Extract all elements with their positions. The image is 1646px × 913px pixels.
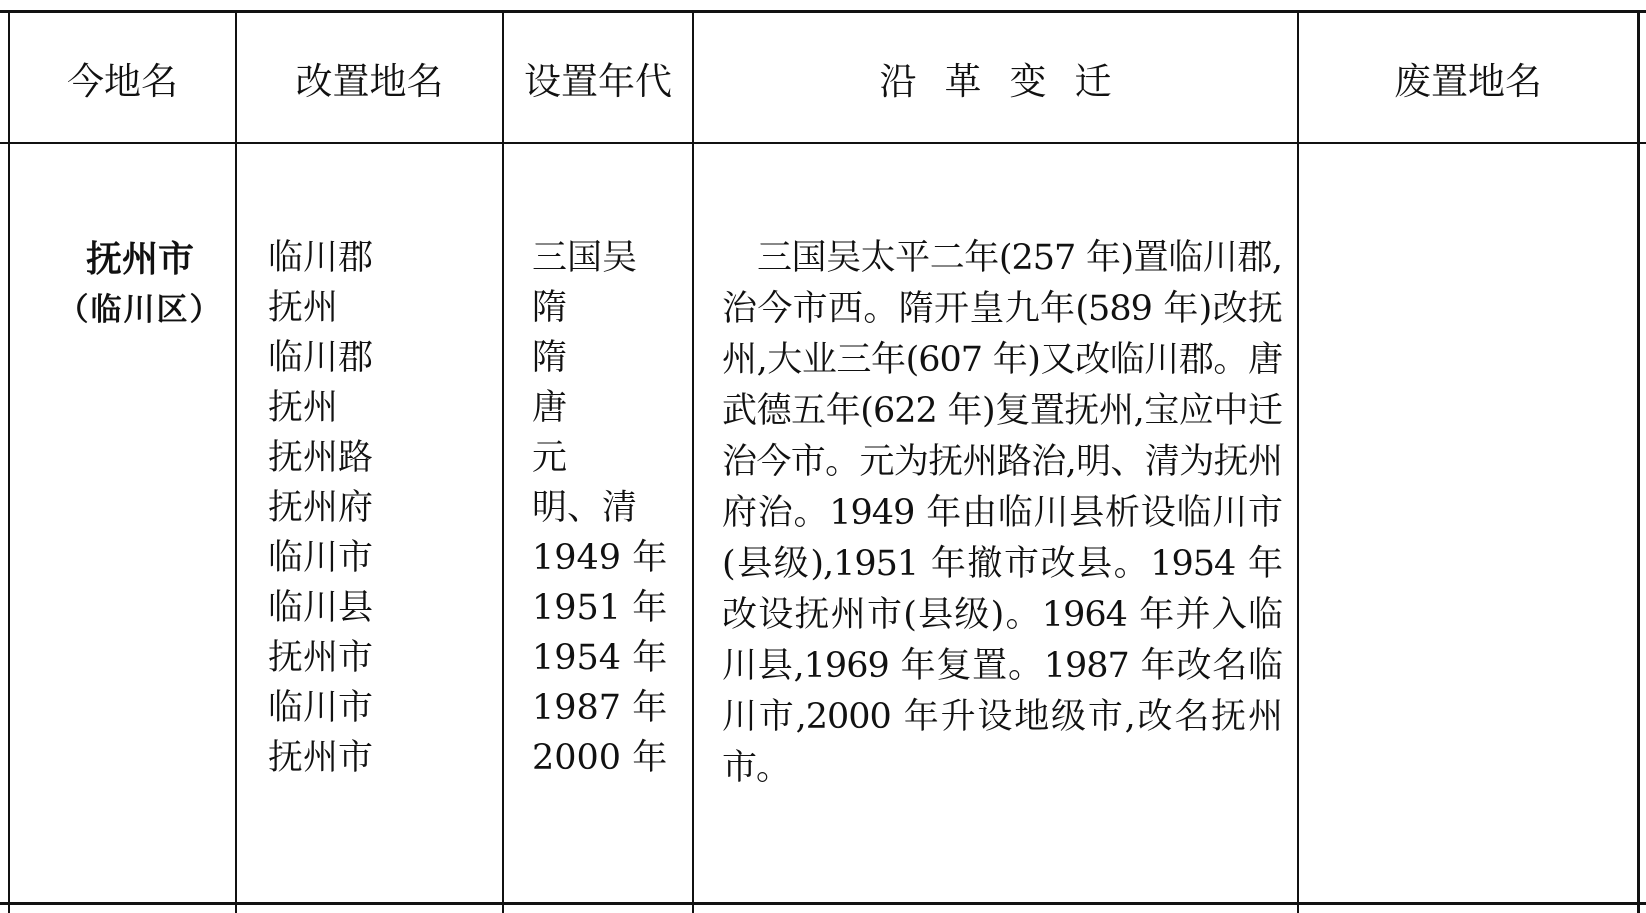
period-item: 唐 xyxy=(532,388,568,428)
period-item: 隋 xyxy=(532,288,568,328)
changed-name-item: 临川郡 xyxy=(268,338,374,378)
period-item: 明、清 xyxy=(532,488,638,528)
changed-name-item: 临川市 xyxy=(268,688,374,728)
header-bottom-border xyxy=(0,142,1646,144)
changed-name-item: 临川郡 xyxy=(268,238,374,278)
changed-name-item: 抚州府 xyxy=(268,488,374,528)
col-divider-3 xyxy=(692,10,694,913)
col-divider-2 xyxy=(502,10,504,913)
period-item: 1951 年 xyxy=(532,588,668,628)
table-top-border xyxy=(0,10,1646,13)
row-bottom-border xyxy=(0,902,1646,905)
period-item: 隋 xyxy=(532,338,568,378)
period-item: 1987 年 xyxy=(532,688,668,728)
period-item: 1949 年 xyxy=(532,538,668,578)
period-item: 三国吴 xyxy=(532,238,638,278)
changed-name-item: 抚州 xyxy=(268,288,339,328)
period-item: 2000 年 xyxy=(532,738,668,778)
current-name-district: （临川区） xyxy=(57,292,223,328)
current-name-cell xyxy=(40,235,240,335)
changed-name-item: 临川县 xyxy=(268,588,374,628)
period-item: 元 xyxy=(532,438,568,478)
header-history: 沿革变迁 xyxy=(879,60,1140,103)
header-changed-name: 改置地名 xyxy=(295,60,444,103)
current-name: 抚州市 xyxy=(85,239,194,280)
col-divider-4 xyxy=(1297,10,1299,913)
header-set-period: 设置年代 xyxy=(524,60,672,103)
col-divider-1 xyxy=(235,10,237,913)
changed-names-list xyxy=(268,233,373,783)
changed-name-item: 抚州市 xyxy=(268,638,374,678)
changed-name-item: 抚州 xyxy=(268,388,339,428)
history-text: 三国吴太平二年(257 年)置临川郡,治今市西。隋开皇九年(589 年)改抚州,大业三年(607 年)又改临川郡。唐武德五年(622 年)复置抚州,宝应中迁治今市。元为抚州路治,明、清为抚州府治。1949 年由临川县析设临川市(县级),1951 年撤市改县。1954 年改设抚州市(县级)。1964 年并入临川县,1969 年复置。1987 年改名临川市,2000 年升设地级市,改名抚州市。 xyxy=(722,238,1282,788)
set-periods-list xyxy=(532,233,667,783)
left-border xyxy=(8,10,10,913)
right-border xyxy=(1637,10,1640,913)
changed-name-item: 抚州市 xyxy=(268,738,374,778)
period-item: 1954 年 xyxy=(532,638,668,678)
changed-name-item: 临川市 xyxy=(268,538,374,578)
changed-name-item: 抚州路 xyxy=(268,438,374,478)
header-current-name: 今地名 xyxy=(67,60,178,103)
header-abolished-name: 废置地名 xyxy=(1394,60,1542,103)
